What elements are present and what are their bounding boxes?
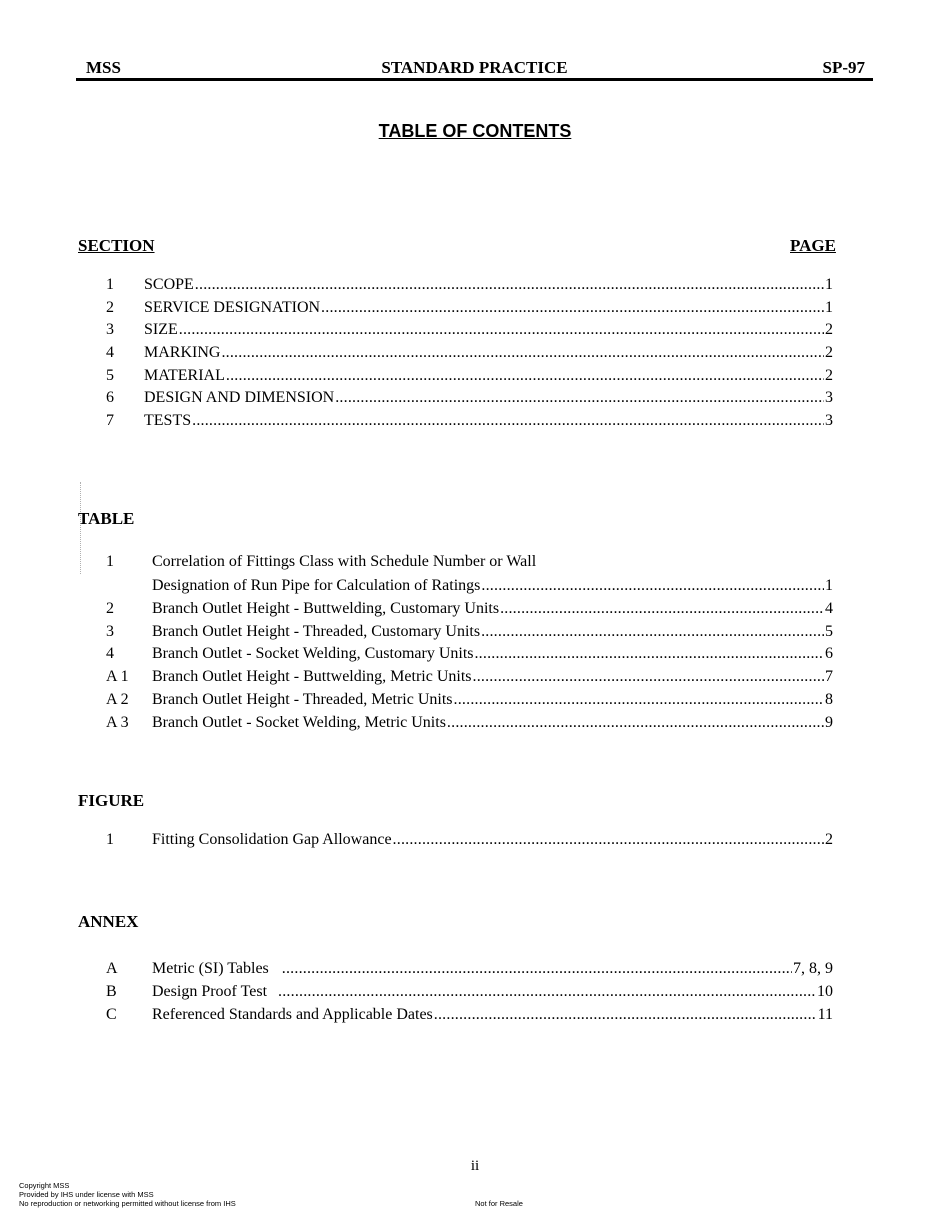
entry-page: 7 (825, 668, 833, 685)
entry-page: 2 (825, 344, 833, 361)
entry-page: 8 (825, 691, 833, 708)
entry-number: 5 (106, 367, 114, 384)
entry-label: SERVICE DESIGNATION (144, 299, 321, 316)
entry-number: B (106, 983, 117, 1000)
dot-leader (226, 365, 824, 386)
toc-row[interactable] (106, 712, 833, 733)
entry-label: Branch Outlet - Socket Welding, Metric Units (152, 714, 446, 731)
resale-notice: Not for Resale (475, 1199, 523, 1208)
entry-page: 1 (825, 577, 833, 594)
entry-page: 2 (825, 367, 833, 384)
entry-page: 4 (825, 600, 833, 617)
figure-heading: FIGURE (78, 791, 145, 810)
entry-number: C (106, 1006, 117, 1023)
page-title: TABLE OF CONTENTS (378, 121, 572, 141)
toc-row[interactable] (106, 666, 833, 687)
toc-row[interactable] (106, 365, 833, 386)
toc-row[interactable] (106, 342, 833, 363)
toc-row[interactable] (106, 981, 833, 1002)
entry-label: Designation of Run Pipe for Calculation of Ratings (152, 577, 481, 594)
dot-leader (500, 598, 824, 619)
dot-leader (393, 829, 824, 850)
entry-number: 2 (106, 600, 114, 617)
entry-label: TESTS (144, 412, 192, 429)
dot-leader (454, 689, 824, 710)
toc-row[interactable] (106, 274, 833, 295)
dot-leader (335, 387, 824, 408)
entry-label: Fitting Consolidation Gap Allowance (152, 831, 392, 848)
entry-label: MARKING (144, 344, 221, 361)
dot-leader (434, 1004, 817, 1025)
entry-number: 1 (106, 553, 114, 570)
entry-number: 3 (106, 321, 114, 338)
entry-number: 4 (106, 344, 114, 361)
page-header (76, 56, 873, 81)
dot-leader (192, 410, 824, 431)
entry-label: Branch Outlet Height - Buttwelding, Metric Units (152, 668, 472, 685)
reproduction-line: No reproduction or networking permitted without license from IHS (19, 1199, 236, 1208)
dot-leader (473, 666, 825, 687)
page-number: ii (470, 1158, 480, 1174)
header-title: STANDARD PRACTICE (381, 58, 568, 77)
table-heading: TABLE (78, 509, 135, 528)
entry-number: 6 (106, 389, 114, 406)
entry-number: 7 (106, 412, 114, 429)
copyright-line: Copyright MSS (19, 1181, 70, 1190)
entry-number: 2 (106, 299, 114, 316)
entry-label-line: Correlation of Fittings Class with Schedule Number or Wall (152, 553, 537, 570)
toc-row[interactable] (106, 410, 833, 431)
section-heading: SECTION (78, 236, 155, 255)
entry-label: Branch Outlet Height - Threaded, Metric Units (152, 691, 453, 708)
entry-number: 3 (106, 623, 114, 640)
toc-row[interactable] (106, 621, 833, 642)
dot-leader (474, 643, 824, 664)
entry-number: A 3 (106, 714, 129, 731)
entry-label: MATERIAL (144, 367, 225, 384)
page-column-heading: PAGE (790, 236, 836, 255)
entry-page: 11 (817, 1006, 833, 1023)
dot-leader (321, 297, 824, 318)
dot-leader (282, 958, 792, 979)
entry-number: A (106, 960, 118, 977)
entry-label: Branch Outlet - Socket Welding, Customary Units (152, 645, 474, 662)
entry-page: 5 (825, 623, 833, 640)
dot-leader (481, 575, 824, 596)
toc-row[interactable] (106, 689, 833, 710)
header-org: MSS (86, 58, 121, 77)
entry-label: DESIGN AND DIMENSION (144, 389, 335, 406)
toc-row[interactable] (106, 319, 833, 340)
entry-label: Branch Outlet Height - Buttwelding, Customary Units (152, 600, 500, 617)
entry-label: Design Proof Test (152, 983, 268, 1000)
entry-page: 6 (825, 645, 833, 662)
dot-leader (481, 621, 824, 642)
entry-number: A 1 (106, 668, 129, 685)
toc-row[interactable] (106, 598, 833, 619)
entry-page: 1 (825, 299, 833, 316)
toc-row[interactable] (106, 829, 833, 850)
copyright-notice (19, 1181, 236, 1208)
entry-page: 2 (825, 831, 833, 848)
table-entry-first-line[interactable] (106, 553, 537, 571)
entry-label: SIZE (144, 321, 178, 338)
toc-row[interactable] (106, 958, 833, 979)
entry-number: 1 (106, 276, 114, 293)
dot-leader (278, 981, 816, 1002)
dot-leader (447, 712, 824, 733)
entry-page: 2 (825, 321, 833, 338)
entry-page: 3 (825, 412, 833, 429)
entry-label: Metric (SI) Tables (152, 960, 269, 977)
toc-row[interactable] (106, 297, 833, 318)
toc-row[interactable] (106, 1004, 833, 1025)
header-doc-number: SP-97 (822, 58, 865, 77)
entry-label: SCOPE (144, 276, 194, 293)
dot-leader (221, 342, 824, 363)
entry-page: 3 (825, 389, 833, 406)
entry-page: 9 (825, 714, 833, 731)
entry-number: A 2 (106, 691, 129, 708)
entry-page: 7, 8, 9 (793, 960, 833, 977)
entry-page: 1 (825, 276, 833, 293)
toc-row[interactable] (106, 387, 833, 408)
dot-leader (195, 274, 824, 295)
entry-label: Referenced Standards and Applicable Dates (152, 1006, 433, 1023)
entry-label: Branch Outlet Height - Threaded, Customary Units (152, 623, 481, 640)
entry-page: 10 (817, 983, 833, 1000)
annex-heading: ANNEX (78, 912, 139, 931)
license-line: Provided by IHS under license with MSS (19, 1190, 154, 1199)
toc-row[interactable] (106, 643, 833, 664)
entry-number: 1 (106, 831, 114, 848)
dot-leader (179, 319, 824, 340)
toc-row[interactable] (106, 575, 833, 596)
entry-number: 4 (106, 645, 114, 662)
